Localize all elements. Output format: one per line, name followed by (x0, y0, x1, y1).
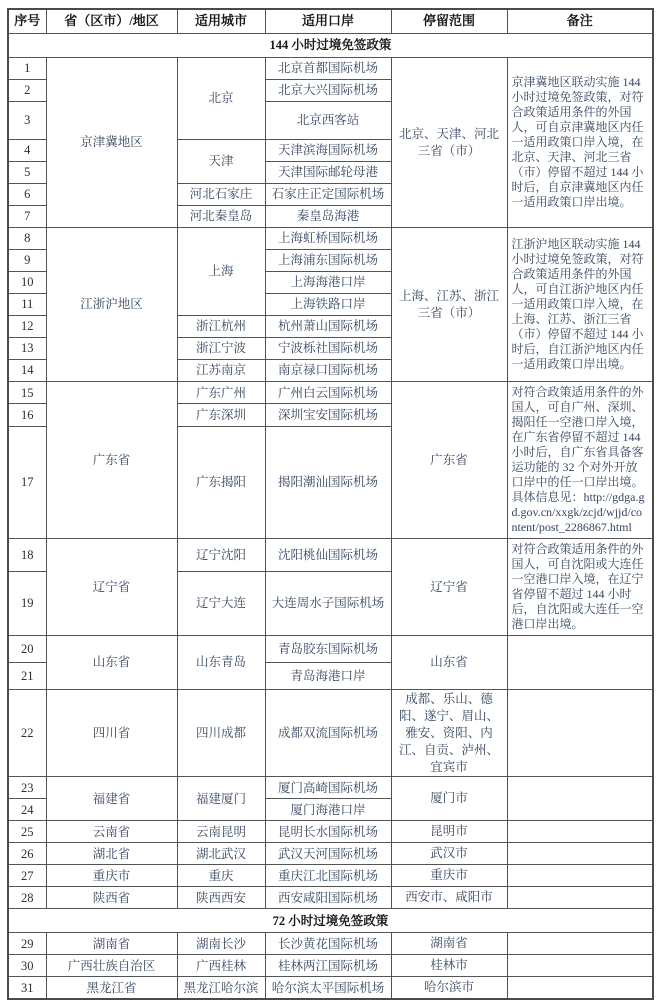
remark-cell: 对符合政策适用条件的外国人，可自沈阳或大连任一空港口岸入境，在辽宁省停留不超过 144 小时后，自沈阳或大连任一空港口岸出境。 (507, 539, 653, 636)
remark-cell (507, 777, 653, 821)
port-cell: 北京首都国际机场 (265, 58, 391, 80)
row-no-cell: 22 (8, 690, 46, 777)
remark-cell: 江浙沪地区联动实施 144 小时过境免签政策，对符合政策适用条件的外国人，可自江浙沪地区内任一适用政策口岸入境，在上海、江苏、浙江三省（市）停留不超过 144 小时后，自江浙沪地区内任一适用政策口岸出境。 (507, 228, 653, 382)
city-cell: 陕西西安 (177, 887, 265, 909)
port-cell: 西安咸阳国际机场 (265, 887, 391, 909)
remark-cell (507, 887, 653, 909)
remark-cell (507, 865, 653, 887)
table-row (8, 58, 653, 80)
table-row (8, 690, 653, 777)
stay-area-cell: 上海、江苏、浙江三省（市） (391, 228, 507, 382)
port-cell: 哈尔滨太平国际机场 (265, 977, 391, 999)
row-no-cell: 25 (8, 821, 46, 843)
city-cell: 辽宁大连 (177, 571, 265, 635)
city-cell: 黑龙江哈尔滨 (177, 977, 265, 999)
port-cell: 揭阳潮汕国际机场 (265, 426, 391, 538)
remark-cell (507, 955, 653, 977)
row-no-cell: 20 (8, 636, 46, 663)
city-cell: 北京 (177, 58, 265, 140)
port-cell: 杭州萧山国际机场 (265, 316, 391, 338)
port-cell: 宁波栎社国际机场 (265, 338, 391, 360)
stay-area-cell: 武汉市 (391, 843, 507, 865)
city-cell: 天津 (177, 140, 265, 184)
city-cell: 广东揭阳 (177, 426, 265, 538)
remark-cell: 京津冀地区联动实施 144 小时过境免签政策，对符合政策适用条件的外国人，可自京津冀地区内任一适用政策口岸入境，在北京、天津、河北三省（市）停留不超过 144 小时后，自京津冀地区内任一适用政策口岸出境。 (507, 58, 653, 228)
port-cell: 北京西客站 (265, 102, 391, 140)
row-no-cell: 4 (8, 140, 46, 162)
city-cell: 广西桂林 (177, 955, 265, 977)
port-cell: 大连周水子国际机场 (265, 571, 391, 635)
city-cell: 江苏南京 (177, 360, 265, 382)
row-no-cell: 9 (8, 250, 46, 272)
stay-area-cell: 山东省 (391, 636, 507, 690)
port-cell: 重庆江北国际机场 (265, 865, 391, 887)
row-no-cell: 11 (8, 294, 46, 316)
city-cell: 浙江宁波 (177, 338, 265, 360)
row-no-cell: 5 (8, 162, 46, 184)
city-cell: 湖北武汉 (177, 843, 265, 865)
port-cell: 上海海港口岸 (265, 272, 391, 294)
col-header-index: 序号 (8, 9, 46, 34)
row-no-cell: 2 (8, 80, 46, 102)
row-no-cell: 28 (8, 887, 46, 909)
section-title: 144 小时过境免签政策 (8, 34, 653, 58)
row-no-cell: 3 (8, 102, 46, 140)
table-row (8, 955, 653, 977)
table-row (8, 843, 653, 865)
port-cell: 厦门海港口岸 (265, 799, 391, 821)
port-cell: 昆明长水国际机场 (265, 821, 391, 843)
city-cell: 福建厦门 (177, 777, 265, 821)
port-cell: 上海铁路口岸 (265, 294, 391, 316)
region-cell: 黑龙江省 (46, 977, 177, 999)
region-cell: 重庆市 (46, 865, 177, 887)
row-no-cell: 7 (8, 206, 46, 228)
region-cell: 广东省 (46, 382, 177, 539)
port-cell: 武汉天河国际机场 (265, 843, 391, 865)
row-no-cell: 21 (8, 663, 46, 690)
row-no-cell: 17 (8, 426, 46, 538)
row-no-cell: 30 (8, 955, 46, 977)
row-no-cell: 13 (8, 338, 46, 360)
row-no-cell: 29 (8, 933, 46, 955)
row-no-cell: 10 (8, 272, 46, 294)
table-row (8, 933, 653, 955)
port-cell: 深圳宝安国际机场 (265, 404, 391, 426)
row-no-cell: 6 (8, 184, 46, 206)
city-cell: 辽宁沈阳 (177, 539, 265, 572)
port-cell: 厦门高崎国际机场 (265, 777, 391, 799)
city-cell: 上海 (177, 228, 265, 316)
col-header-stay-area: 停留范围 (391, 9, 507, 34)
remark-cell: 对符合政策适用条件的外国人，可自广州、深圳、揭阳任一空港口岸入境，在广东省停留不超过 144 小时后，自广东省具备客运功能的 32 个对外开放口岸中的任一口岸出境。具体信息见：http://gdga.gd.gov.cn/xxgk/zcjd/wjjd/content/post_2286867.html (507, 382, 653, 539)
port-cell: 上海虹桥国际机场 (265, 228, 391, 250)
row-no-cell: 19 (8, 571, 46, 635)
city-cell: 河北秦皇岛 (177, 206, 265, 228)
city-cell: 湖南长沙 (177, 933, 265, 955)
row-no-cell: 15 (8, 382, 46, 404)
table-row (8, 382, 653, 404)
table-row (8, 777, 653, 799)
city-cell: 云南昆明 (177, 821, 265, 843)
city-cell: 河北石家庄 (177, 184, 265, 206)
port-cell: 北京大兴国际机场 (265, 80, 391, 102)
port-cell: 秦皇岛海港 (265, 206, 391, 228)
row-no-cell: 18 (8, 539, 46, 572)
stay-area-cell: 成都、乐山、德阳、遂宁、眉山、雅安、资阳、内江、自贡、泸州、宜宾市 (391, 690, 507, 777)
region-cell: 陕西省 (46, 887, 177, 909)
table-row (8, 539, 653, 572)
region-cell: 辽宁省 (46, 539, 177, 636)
city-cell: 重庆 (177, 865, 265, 887)
stay-area-cell: 广东省 (391, 382, 507, 539)
port-cell: 石家庄正定国际机场 (265, 184, 391, 206)
port-cell: 上海浦东国际机场 (265, 250, 391, 272)
region-cell: 江浙沪地区 (46, 228, 177, 382)
col-header-region: 省（区市）/地区 (46, 9, 177, 34)
port-cell: 天津滨海国际机场 (265, 140, 391, 162)
row-no-cell: 31 (8, 977, 46, 999)
row-no-cell: 8 (8, 228, 46, 250)
region-cell: 云南省 (46, 821, 177, 843)
row-no-cell: 12 (8, 316, 46, 338)
stay-area-cell: 北京、天津、河北三省（市） (391, 58, 507, 228)
table-row (8, 228, 653, 250)
city-cell: 四川成都 (177, 690, 265, 777)
row-no-cell: 14 (8, 360, 46, 382)
col-header-port: 适用口岸 (265, 9, 391, 34)
remark-cell (507, 843, 653, 865)
stay-area-cell: 西安市、咸阳市 (391, 887, 507, 909)
section-header-row (8, 34, 653, 58)
table-row (8, 977, 653, 999)
port-cell: 成都双流国际机场 (265, 690, 391, 777)
section-title: 72 小时过境免签政策 (8, 909, 653, 933)
table-row (8, 887, 653, 909)
stay-area-cell: 辽宁省 (391, 539, 507, 636)
row-no-cell: 23 (8, 777, 46, 799)
port-cell: 青岛胶东国际机场 (265, 636, 391, 663)
region-cell: 京津冀地区 (46, 58, 177, 228)
col-header-remarks: 备注 (507, 9, 653, 34)
port-cell: 天津国际邮轮母港 (265, 162, 391, 184)
city-cell: 山东青岛 (177, 636, 265, 690)
row-no-cell: 16 (8, 404, 46, 426)
port-cell: 青岛海港口岸 (265, 663, 391, 690)
city-cell: 广东深圳 (177, 404, 265, 426)
region-cell: 山东省 (46, 636, 177, 690)
stay-area-cell: 厦门市 (391, 777, 507, 821)
row-no-cell: 27 (8, 865, 46, 887)
port-cell: 广州白云国际机场 (265, 382, 391, 404)
stay-area-cell: 湖南省 (391, 933, 507, 955)
table-row (8, 821, 653, 843)
region-cell: 四川省 (46, 690, 177, 777)
row-no-cell: 24 (8, 799, 46, 821)
stay-area-cell: 昆明市 (391, 821, 507, 843)
city-cell: 浙江杭州 (177, 316, 265, 338)
stay-area-cell: 哈尔滨市 (391, 977, 507, 999)
port-cell: 长沙黄花国际机场 (265, 933, 391, 955)
table-row (8, 865, 653, 887)
table-header-row (8, 9, 653, 34)
table-row (8, 636, 653, 663)
port-cell: 南京禄口国际机场 (265, 360, 391, 382)
port-cell: 桂林两江国际机场 (265, 955, 391, 977)
stay-area-cell: 重庆市 (391, 865, 507, 887)
transit-visa-policy-table (7, 8, 654, 1000)
remark-cell (507, 821, 653, 843)
remark-cell (507, 690, 653, 777)
section-header-row (8, 909, 653, 933)
remark-cell (507, 636, 653, 690)
port-cell: 沈阳桃仙国际机场 (265, 539, 391, 572)
city-cell: 广东广州 (177, 382, 265, 404)
row-no-cell: 1 (8, 58, 46, 80)
col-header-city: 适用城市 (177, 9, 265, 34)
row-no-cell: 26 (8, 843, 46, 865)
remark-cell (507, 977, 653, 999)
region-cell: 湖南省 (46, 933, 177, 955)
remark-cell (507, 933, 653, 955)
region-cell: 湖北省 (46, 843, 177, 865)
region-cell: 福建省 (46, 777, 177, 821)
stay-area-cell: 桂林市 (391, 955, 507, 977)
region-cell: 广西壮族自治区 (46, 955, 177, 977)
